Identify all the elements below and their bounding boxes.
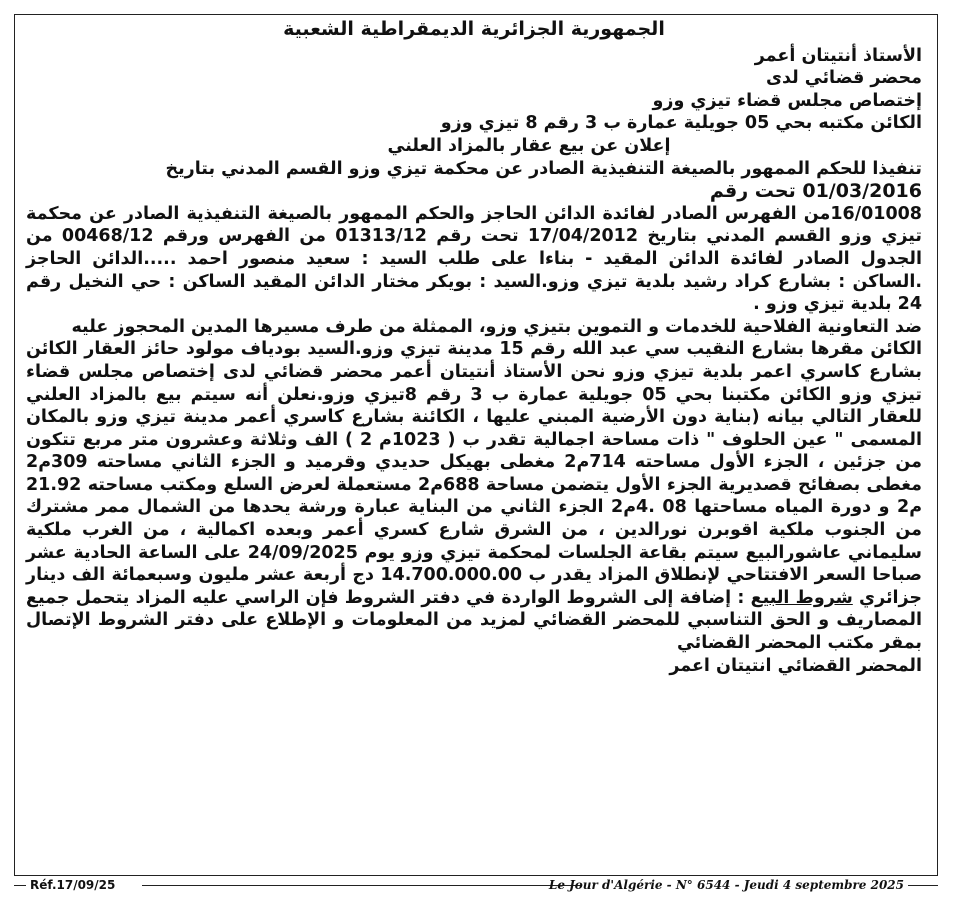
sale-conditions-label: شروط البيع bbox=[750, 587, 853, 608]
paragraph-property bbox=[26, 338, 922, 654]
publication-line: Le Jour d'Algérie - N° 6544 - Jeudi 4 septembre 2025 bbox=[548, 878, 904, 892]
heading: الجمهورية الجزائرية الديمقراطية الشعبية bbox=[283, 18, 665, 40]
jurisdiction: إختصاص مجلس قضاء تيزي وزو bbox=[652, 90, 922, 111]
paragraph-creditors: 16/01008من الفهرس الصادر لفائدة الدائن الحاجز والحكم الممهور بالصيغة التنفيذية الصادر عن محكمة تيزي وزو القسم المدني بتاريخ 17/04/2012 تحت رقم 01313/12 من الفهرس ورقم 00468/12 من الجدول الصادر لفائدة الدائن المقيد - بناءا على طلب السيد : سعيد منصور احمد .....الدائن الحاجز .الساكن : بشارع كراد رشيد بلدية تيزي وزو.السيد : بويكر مختار الدائن المقيد الساكن : حي النخيل رقم 24 بلدية تيزي وزو . bbox=[26, 203, 922, 315]
paragraph-execution: تنفيذا للحكم الممهور بالصيغة التنفيذية الصادر عن محكمة تيزي وزو القسم المدني بتاريخ bbox=[165, 158, 922, 179]
footer-rule-start bbox=[14, 885, 26, 886]
office-address: الكائن مكتبه بحي 05 جويلية عمارة ب 3 رقم 8 تيزي وزو bbox=[440, 113, 922, 134]
bailiff-title: محضر قضائي لدى bbox=[765, 68, 922, 89]
notice-title: إعلان عن بيع عقار بالمزاد العلني bbox=[387, 135, 671, 156]
footer bbox=[14, 876, 938, 896]
paragraph-date: 01/03/2016 تحت رقم bbox=[709, 180, 922, 203]
footer-rule bbox=[142, 885, 582, 886]
sale-conditions: : إضافة إلى الشروط الواردة في دفتر الشروط فإن الراسي عليه المزاد يتحمل جميع المصاريف و الحق التناسبي للمحضر القضائي لمزيد من المعلومات و الإطلاع على دفتر الشروط الإتصال بمقر مكتب المحضر القضائي bbox=[26, 587, 922, 654]
signature: المحضر القضائي انتيتان اعمر bbox=[669, 655, 922, 676]
reference: Réf.17/09/25 bbox=[30, 878, 116, 892]
footer-rule-end bbox=[908, 885, 938, 886]
paragraph-debtor: ضد التعاونية الفلاحية للخدمات و التموين بتيزي وزو، الممثلة من طرف مسيرها المدين المحجوز عليه bbox=[71, 316, 922, 337]
bailiff-name: الأستاذ أنتيتان أعمر bbox=[754, 45, 922, 66]
legal-notice bbox=[26, 18, 922, 677]
property-description: الكائن مقرها بشارع النقيب سي عبد الله رقم 15 مدينة تيزي وزو.السيد بودياف مولود حائز العقار الكائن بشارع كاسري اعمر بلدية تيزي وزو نحن الأستاذ أنتيتان أعمر محضر قضائي لدى إختصاص مجلس قضاء تيزي وزو الكائن مكتبنا بحي 05 جويلية عمارة ب 3 رقم 8تيزي وزو.نعلن أنه سيتم بيع بالمزاد العلني للعقار التالي بيانه (بناية دون الأرضية المبني عليها ، الكائنة بشارع كاسري أعمر مدينة تيزي وزو بالمكان المسمى " عين الحلوف " ذات مساحة اجمالية تقدر ب ( 1023م 2 ) الف وثلاثة وعشرون متر مربع تتكون من جزئين ، الجزء الأول مساحته 714م2 مغطى بهيكل حديدي وقرميد و الجزء الثاني مساحته 309م2 مغطى بصفائح قصديرية الجزء الأول يتضمن مساحة 688م2 مستعملة لعرض السلع ومكتب مساحته 21.92 م2 و دورة المياه مساحتها 08 .4م2 الجزء الثاني من البناية عبارة ورشة يحدها من الشمال ممر مشترك من الجنوب ملكية اقوبرن نورالدين ، من الشرق شارع كسري أعمر وبعده اكمالية ، من الغرب ملكية سليماني عاشورالبيع سيتم بقاعة الجلسات لمحكمة تيزي وزو يوم 24/09/2025 على الساعة الحادية عشر صباحا السعر الافتتاحي لإنطلاق المزاد يقدر ب 14.700.000.00 دج أربعة عشر مليون وسبعمائة الف دينار جزائري bbox=[26, 339, 923, 608]
